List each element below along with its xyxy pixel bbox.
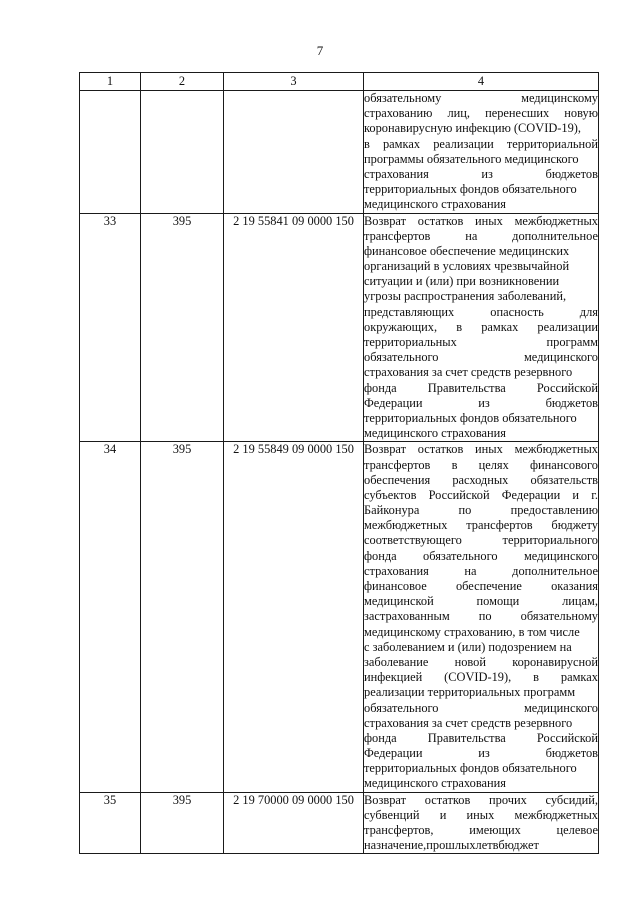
- description-word: по: [478, 609, 492, 624]
- description-word: трансфертов: [364, 457, 431, 472]
- description-word: программы обязательного медицинского: [364, 151, 579, 166]
- description-word: в: [492, 838, 499, 853]
- description-word: субъектов: [364, 487, 417, 502]
- description-line: [364, 442, 598, 457]
- description-word: дополнительное: [512, 228, 598, 243]
- description-word: страхования: [364, 563, 429, 578]
- description-line: [364, 793, 598, 808]
- description-line: [364, 549, 598, 564]
- description-word: иных: [475, 442, 503, 457]
- description-word: дополнительное: [512, 563, 598, 578]
- description-word: прочих: [489, 792, 527, 807]
- description-word: новой: [454, 654, 486, 669]
- description-word: помощи: [476, 594, 520, 609]
- table-row: [80, 442, 599, 792]
- description-word: реализации территориальных программ: [364, 685, 576, 700]
- description-word: остатков: [424, 792, 471, 807]
- description-line: [364, 716, 598, 731]
- description-word: с заболеванием и (или) подозрением на: [364, 639, 572, 654]
- description-word: медицинского: [523, 548, 598, 563]
- description-word: опасность: [490, 304, 544, 319]
- description-word: бюджету: [551, 518, 598, 533]
- description-word: соответствующего: [364, 533, 462, 548]
- description-line: [364, 701, 598, 716]
- row-number-cell: 34: [80, 442, 141, 792]
- description-line: [364, 838, 598, 853]
- description-word: предоставлению: [510, 503, 598, 518]
- description-word: г.: [591, 487, 598, 502]
- description-word: Правительства: [427, 380, 506, 395]
- description-line: [364, 244, 598, 259]
- description-word: целевое: [556, 823, 598, 837]
- description-word: в: [456, 319, 463, 334]
- admin-code-cell: 395: [141, 442, 224, 792]
- budget-codes-table: [79, 72, 599, 854]
- description-word: медицинского страхования: [364, 776, 506, 791]
- row-number-cell: 33: [80, 213, 141, 442]
- description-word: для: [579, 304, 598, 319]
- description-word: страхования за счет средств резервного: [364, 365, 573, 380]
- description-line: [364, 731, 598, 746]
- description-word: перенесших: [485, 106, 550, 121]
- description-word: инфекцией: [364, 670, 423, 685]
- description-line: [364, 396, 598, 411]
- description-word: финансовое обеспечение медицинских: [364, 243, 570, 258]
- description-word: иных: [475, 213, 503, 228]
- description-word: финансовое: [364, 579, 427, 593]
- description-word: реализации: [537, 319, 598, 334]
- table-row: [80, 91, 599, 214]
- description-word: организаций в условиях чрезвычайной: [364, 259, 570, 274]
- description-word: коронавирусной: [512, 654, 598, 669]
- description-word: фонда: [364, 730, 397, 745]
- description-word: страхования: [364, 166, 429, 181]
- description-line: [364, 518, 598, 533]
- description-word: медицинского: [523, 700, 598, 715]
- description-line: [364, 106, 598, 121]
- description-word: территориальной: [506, 136, 598, 151]
- description-line: [364, 167, 598, 182]
- description-word: межбюджетных: [514, 442, 598, 457]
- description-word: из: [478, 746, 490, 761]
- description-word: трансфертов: [466, 518, 533, 533]
- description-word: обязательного: [364, 700, 439, 715]
- description-word: бюджет: [498, 838, 539, 853]
- description-word: коронавирусную инфекцию (COVID-19),: [364, 121, 582, 136]
- description-word: из: [481, 166, 493, 181]
- description-word: фонда: [364, 380, 397, 395]
- description-word: рамках: [382, 136, 421, 151]
- description-word: остатков: [417, 442, 464, 457]
- description-word: Федерации: [364, 395, 423, 410]
- description-word: медицинскому: [521, 91, 598, 105]
- description-line: [364, 625, 598, 640]
- description-word: территориального: [502, 533, 598, 548]
- description-word: Российской: [536, 730, 598, 745]
- description-line: [364, 121, 598, 136]
- budget-code-cell: [224, 91, 364, 214]
- column-header: 3: [224, 73, 364, 91]
- description-word: финансового: [529, 457, 598, 472]
- description-line: [364, 305, 598, 320]
- description-word: из: [478, 395, 490, 410]
- description-word: Российской: [536, 380, 598, 395]
- budget-code-cell: 2 19 55849 09 0000 150: [224, 442, 364, 792]
- description-word: территориальных фондов обязательного: [364, 182, 577, 197]
- description-word: целях: [478, 457, 509, 472]
- description-word: представляющих: [364, 304, 455, 319]
- description-line: [364, 746, 598, 761]
- description-word: лиц,: [447, 106, 470, 121]
- description-word: медицинского: [523, 350, 598, 365]
- description-word: и: [572, 487, 580, 502]
- description-word: обязательному: [520, 609, 598, 624]
- description-word: обязательного: [423, 548, 498, 563]
- description-word: Федерации: [364, 746, 423, 761]
- description-line: [364, 594, 598, 609]
- description-line: [364, 137, 598, 152]
- description-word: имеющих: [469, 823, 521, 837]
- description-line: [364, 670, 598, 685]
- description-word: территориальных: [364, 335, 457, 349]
- description-word: (COVID-19),: [444, 670, 512, 685]
- description-line: [364, 685, 598, 700]
- description-word: остатков: [417, 213, 464, 228]
- description-line: [364, 411, 598, 426]
- table-row: [80, 213, 599, 442]
- description-line: [364, 214, 598, 229]
- description-line: [364, 564, 598, 579]
- description-line: [364, 320, 598, 335]
- row-number-cell: 35: [80, 792, 141, 854]
- column-header: 1: [80, 73, 141, 91]
- description-line: [364, 808, 598, 823]
- description-line: [364, 640, 598, 655]
- description-word: прошлых: [426, 838, 476, 853]
- description-word: в: [533, 670, 539, 685]
- admin-code-cell: 395: [141, 213, 224, 442]
- description-word: медицинской: [364, 594, 434, 609]
- description-word: Возврат: [364, 792, 406, 807]
- description-word: межбюджетных: [514, 213, 598, 228]
- description-word: обеспечение: [455, 579, 522, 593]
- description-line: [364, 335, 598, 350]
- description-word: территориальных фондов обязательного: [364, 410, 577, 425]
- description-line: [364, 152, 598, 167]
- budget-code-cell: 2 19 70000 09 0000 150: [224, 792, 364, 854]
- description-word: страхования за счет средств резервного: [364, 715, 573, 730]
- description-word: субсидий,: [545, 792, 598, 807]
- description-cell: [364, 442, 599, 792]
- description-word: рамках: [560, 670, 598, 685]
- description-word: обязательному: [364, 91, 442, 105]
- description-word: и: [439, 807, 447, 822]
- description-line: [364, 761, 598, 776]
- table-row: [80, 792, 599, 854]
- description-word: территориальных фондов обязательного: [364, 761, 577, 776]
- description-line: [364, 182, 598, 197]
- description-word: трансфертов: [364, 228, 431, 243]
- description-line: [364, 365, 598, 380]
- description-line: [364, 289, 598, 304]
- description-word: Правительства: [427, 730, 506, 745]
- description-line: [364, 823, 598, 838]
- description-word: Байконура: [364, 503, 420, 518]
- description-line: [364, 488, 598, 503]
- description-line: [364, 579, 598, 594]
- description-cell: [364, 792, 599, 854]
- description-word: медицинскому страхованию, в том числе: [364, 624, 580, 639]
- row-number-cell: [80, 91, 141, 214]
- description-word: на: [465, 228, 478, 243]
- admin-code-cell: 395: [141, 792, 224, 854]
- description-word: лет: [475, 838, 493, 853]
- description-word: заболевание: [364, 654, 429, 669]
- description-word: в: [364, 136, 370, 151]
- table-header-row: [80, 73, 599, 91]
- description-line: [364, 473, 598, 488]
- description-word: страхованию: [364, 106, 433, 121]
- description-line: [364, 458, 598, 473]
- description-word: окружающих,: [364, 319, 438, 334]
- description-word: трансфертов,: [364, 823, 434, 837]
- description-word: расходных: [452, 472, 509, 487]
- description-word: программ: [546, 335, 598, 349]
- description-word: Федерации: [501, 487, 561, 502]
- description-word: Возврат: [364, 442, 406, 457]
- description-cell: [364, 213, 599, 442]
- description-line: [364, 350, 598, 365]
- description-word: новую: [564, 106, 598, 121]
- description-word: на: [464, 563, 477, 578]
- description-line: [364, 381, 598, 396]
- description-line: [364, 274, 598, 289]
- description-line: [364, 503, 598, 518]
- admin-code-cell: [141, 91, 224, 214]
- description-word: угрозы распространения заболеваний,: [364, 289, 567, 304]
- description-line: [364, 655, 598, 670]
- page-number: 7: [316, 43, 324, 58]
- description-word: оказания: [551, 579, 598, 593]
- description-word: Российской: [428, 487, 490, 502]
- description-line: [364, 259, 598, 274]
- description-word: медицинского страхования: [364, 426, 506, 441]
- column-header: 2: [141, 73, 224, 91]
- budget-code-cell: 2 19 55841 09 0000 150: [224, 213, 364, 442]
- description-word: бюджетов: [545, 395, 598, 410]
- description-word: бюджетов: [545, 166, 598, 181]
- description-word: межбюджетных: [514, 807, 598, 822]
- column-header: 4: [364, 73, 599, 91]
- description-word: застрахованным: [364, 609, 450, 624]
- description-line: [364, 197, 598, 212]
- description-word: ситуации и (или) при возникновении: [364, 274, 560, 289]
- description-word: бюджетов: [545, 746, 598, 761]
- description-word: медицинского страхования: [364, 197, 506, 212]
- description-word: реализации: [433, 136, 494, 151]
- description-word: иных: [466, 807, 495, 822]
- description-word: рамках: [481, 319, 519, 334]
- description-word: обеспечения: [364, 472, 431, 487]
- description-line: [364, 609, 598, 624]
- description-word: фонда: [364, 548, 397, 563]
- description-word: в: [451, 457, 458, 472]
- description-line: [364, 776, 598, 791]
- description-word: назначение,: [364, 838, 427, 853]
- description-word: Возврат: [364, 213, 406, 228]
- description-line: [364, 91, 598, 106]
- description-word: межбюджетных: [364, 518, 448, 533]
- description-line: [364, 533, 598, 548]
- description-line: [364, 426, 598, 441]
- description-word: обязательств: [530, 472, 598, 487]
- description-cell: [364, 91, 599, 214]
- description-word: лицам,: [562, 594, 598, 609]
- description-word: субвенций: [364, 807, 420, 822]
- description-word: обязательного: [364, 350, 439, 365]
- description-word: по: [458, 503, 472, 518]
- description-line: [364, 229, 598, 244]
